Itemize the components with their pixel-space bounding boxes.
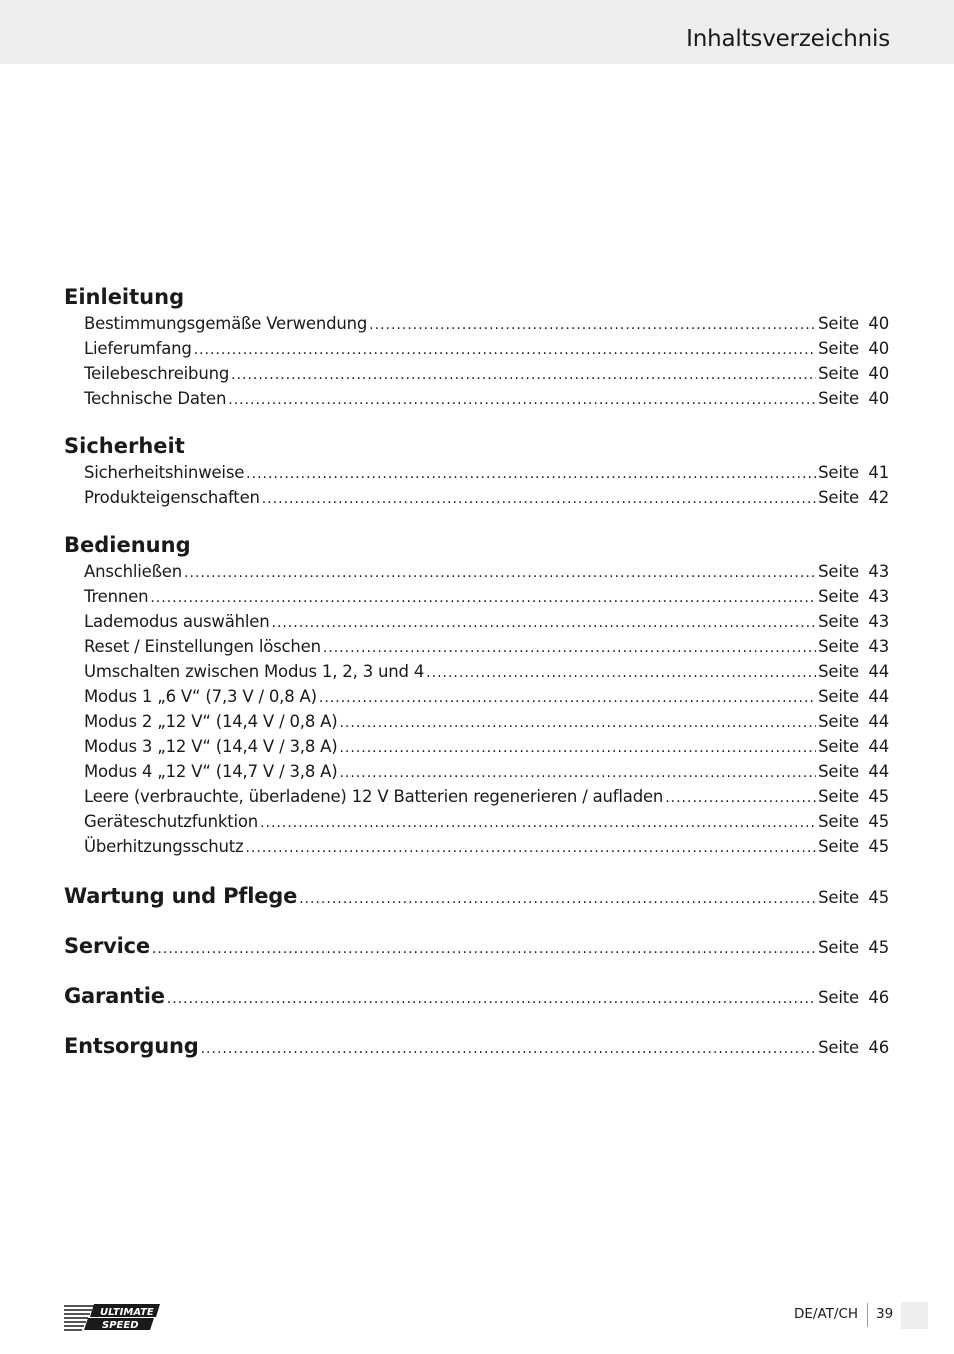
page-number: 44 [868,662,889,681]
page-ref [818,659,889,684]
seite-label: Seite [818,1038,859,1057]
page-title: Inhaltsverzeichnis [686,26,890,52]
entry-label: Umschalten zwischen Modus 1, 2, 3 und 4 [84,662,425,681]
page-ref [818,784,889,809]
seite-label: Seite [818,812,859,831]
leader-dots [339,761,816,786]
major-label: Wartung und Pflege [64,884,298,908]
leader-dots [339,736,816,761]
page-ref [818,634,889,659]
page-number: 46 [868,988,889,1007]
page-number: 45 [868,938,889,957]
ultimate-speed-logo [64,1302,162,1332]
leader-dots [150,586,816,611]
toc-entry[interactable] [64,634,889,659]
seite-label: Seite [818,787,859,806]
leader-dots [228,388,816,413]
leader-dots [260,811,816,836]
toc-entry[interactable] [64,734,889,759]
seite-label: Seite [818,687,859,706]
toc-major-entry[interactable] [64,871,889,921]
seite-label: Seite [818,762,859,781]
page-ref [818,734,889,759]
entry-label: Modus 3 „12 V“ (14,4 V / 3,8 A) [84,737,338,756]
seite-label: Seite [818,339,859,358]
seite-label: Seite [818,988,859,1007]
entry-label: Technische Daten [84,389,227,408]
leader-dots [152,924,816,974]
page-ref [818,386,889,411]
seite-label: Seite [818,587,859,606]
entry-label: Sicherheitshinweise [84,463,245,482]
page-ref [818,709,889,734]
page-ref [818,809,889,834]
seite-label: Seite [818,938,859,957]
toc-entry[interactable] [64,336,889,361]
entry-label: Modus 2 „12 V“ (14,4 V / 0,8 A) [84,712,338,731]
leader-dots [194,338,817,363]
page-ref [818,834,889,859]
toc-major-entry[interactable] [64,1021,889,1071]
toc-entry[interactable] [64,485,889,510]
leader-dots [339,711,816,736]
entry-label: Teilebeschreibung [84,364,230,383]
toc-entry[interactable] [64,784,889,809]
page-ref [818,609,889,634]
leader-dots [262,487,816,512]
leader-dots [426,661,816,686]
page-ref [818,485,889,510]
page-number: 43 [868,562,889,581]
entry-label: Trennen [84,587,149,606]
entry-label: Geräteschutzfunktion [84,812,259,831]
page-ref [818,559,889,584]
page-ref [818,973,889,1023]
leader-dots [299,874,816,924]
toc-entry[interactable] [64,311,889,336]
page-ref [818,873,889,923]
entry-label: Modus 4 „12 V“ (14,7 V / 3,8 A) [84,762,338,781]
leader-dots [323,636,816,661]
toc-entry[interactable] [64,659,889,684]
leader-dots [245,836,816,861]
seite-label: Seite [818,463,859,482]
major-label: Garantie [64,984,165,1008]
page-number: 45 [868,787,889,806]
page-number: 43 [868,612,889,631]
svg-text:SPEED: SPEED [102,1320,139,1331]
page-number: 41 [868,463,889,482]
toc-entry[interactable] [64,759,889,784]
seite-label: Seite [818,612,859,631]
footer-page-number: 39 [876,1306,894,1322]
page-number: 46 [868,1038,889,1057]
footer-region: DE/AT/CH [794,1306,859,1322]
page-ref [818,361,889,386]
svg-text:ULTIMATE: ULTIMATE [100,1307,154,1318]
seite-label: Seite [818,637,859,656]
toc-entry[interactable] [64,386,889,411]
page-number: 45 [868,837,889,856]
leader-dots [231,363,816,388]
page-number: 40 [868,339,889,358]
seite-label: Seite [818,888,859,907]
toc-entry[interactable] [64,809,889,834]
leader-dots [167,974,816,1024]
page-number: 44 [868,737,889,756]
page-number: 44 [868,762,889,781]
page-number: 44 [868,687,889,706]
toc-major-entry[interactable] [64,971,889,1021]
major-label: Entsorgung [64,1034,199,1058]
leader-dots [272,611,817,636]
page-number: 42 [868,488,889,507]
page-number: 44 [868,712,889,731]
toc-entry[interactable] [64,584,889,609]
leader-dots [369,313,816,338]
page-ref [818,584,889,609]
major-label: Service [64,934,150,958]
footer-divider [867,1303,868,1327]
leader-dots [319,686,816,711]
section-heading: Bedienung [64,533,191,557]
seite-label: Seite [818,562,859,581]
spacer [64,510,889,532]
leader-dots [184,561,816,586]
toc-entry[interactable] [64,834,889,859]
toc-entry[interactable] [64,709,889,734]
footer-tab-marker [901,1302,928,1329]
spacer [64,411,889,433]
seite-label: Seite [818,737,859,756]
entry-label: Reset / Einstellungen löschen [84,637,321,656]
toc-entry[interactable] [64,684,889,709]
section-einleitung [64,284,889,411]
page-number: 40 [868,314,889,333]
page-ref [818,336,889,361]
seite-label: Seite [818,364,859,383]
page-ref [818,923,889,973]
toc-major-entry[interactable] [64,921,889,971]
page-ref [818,759,889,784]
entry-label: Produkteigenschaften [84,488,260,507]
page-number: 40 [868,364,889,383]
entry-label: Lademodus auswählen [84,612,270,631]
page-number: 40 [868,389,889,408]
page-number: 45 [868,888,889,907]
page-number: 43 [868,587,889,606]
seite-label: Seite [818,837,859,856]
seite-label: Seite [818,662,859,681]
page-ref [818,1023,889,1073]
page-number: 43 [868,637,889,656]
entry-label: Lieferumfang [84,339,192,358]
seite-label: Seite [818,488,859,507]
entry-label: Überhitzungsschutz [84,837,244,856]
table-of-contents [64,284,889,1071]
section-sicherheit [64,433,889,510]
seite-label: Seite [818,314,859,333]
seite-label: Seite [818,712,859,731]
section-heading: Einleitung [64,285,185,309]
toc-entry[interactable] [64,361,889,386]
page-ref [818,684,889,709]
entry-label: Modus 1 „6 V“ (7,3 V / 0,8 A) [84,687,317,706]
toc-entry[interactable] [64,559,889,584]
leader-dots [201,1024,817,1074]
entry-label: Bestimmungsgemäße Verwendung [84,314,368,333]
section-bedienung [64,532,889,859]
entry-label: Leere (verbrauchte, überladene) 12 V Batterien regenerieren / aufladen [84,787,664,806]
section-heading: Sicherheit [64,434,185,458]
leader-dots [665,786,816,811]
seite-label: Seite [818,389,859,408]
toc-entry[interactable] [64,460,889,485]
page-ref [818,460,889,485]
page-number: 45 [868,812,889,831]
entry-label: Anschließen [84,562,182,581]
toc-entry[interactable] [64,609,889,634]
page-ref [818,311,889,336]
leader-dots [246,462,816,487]
